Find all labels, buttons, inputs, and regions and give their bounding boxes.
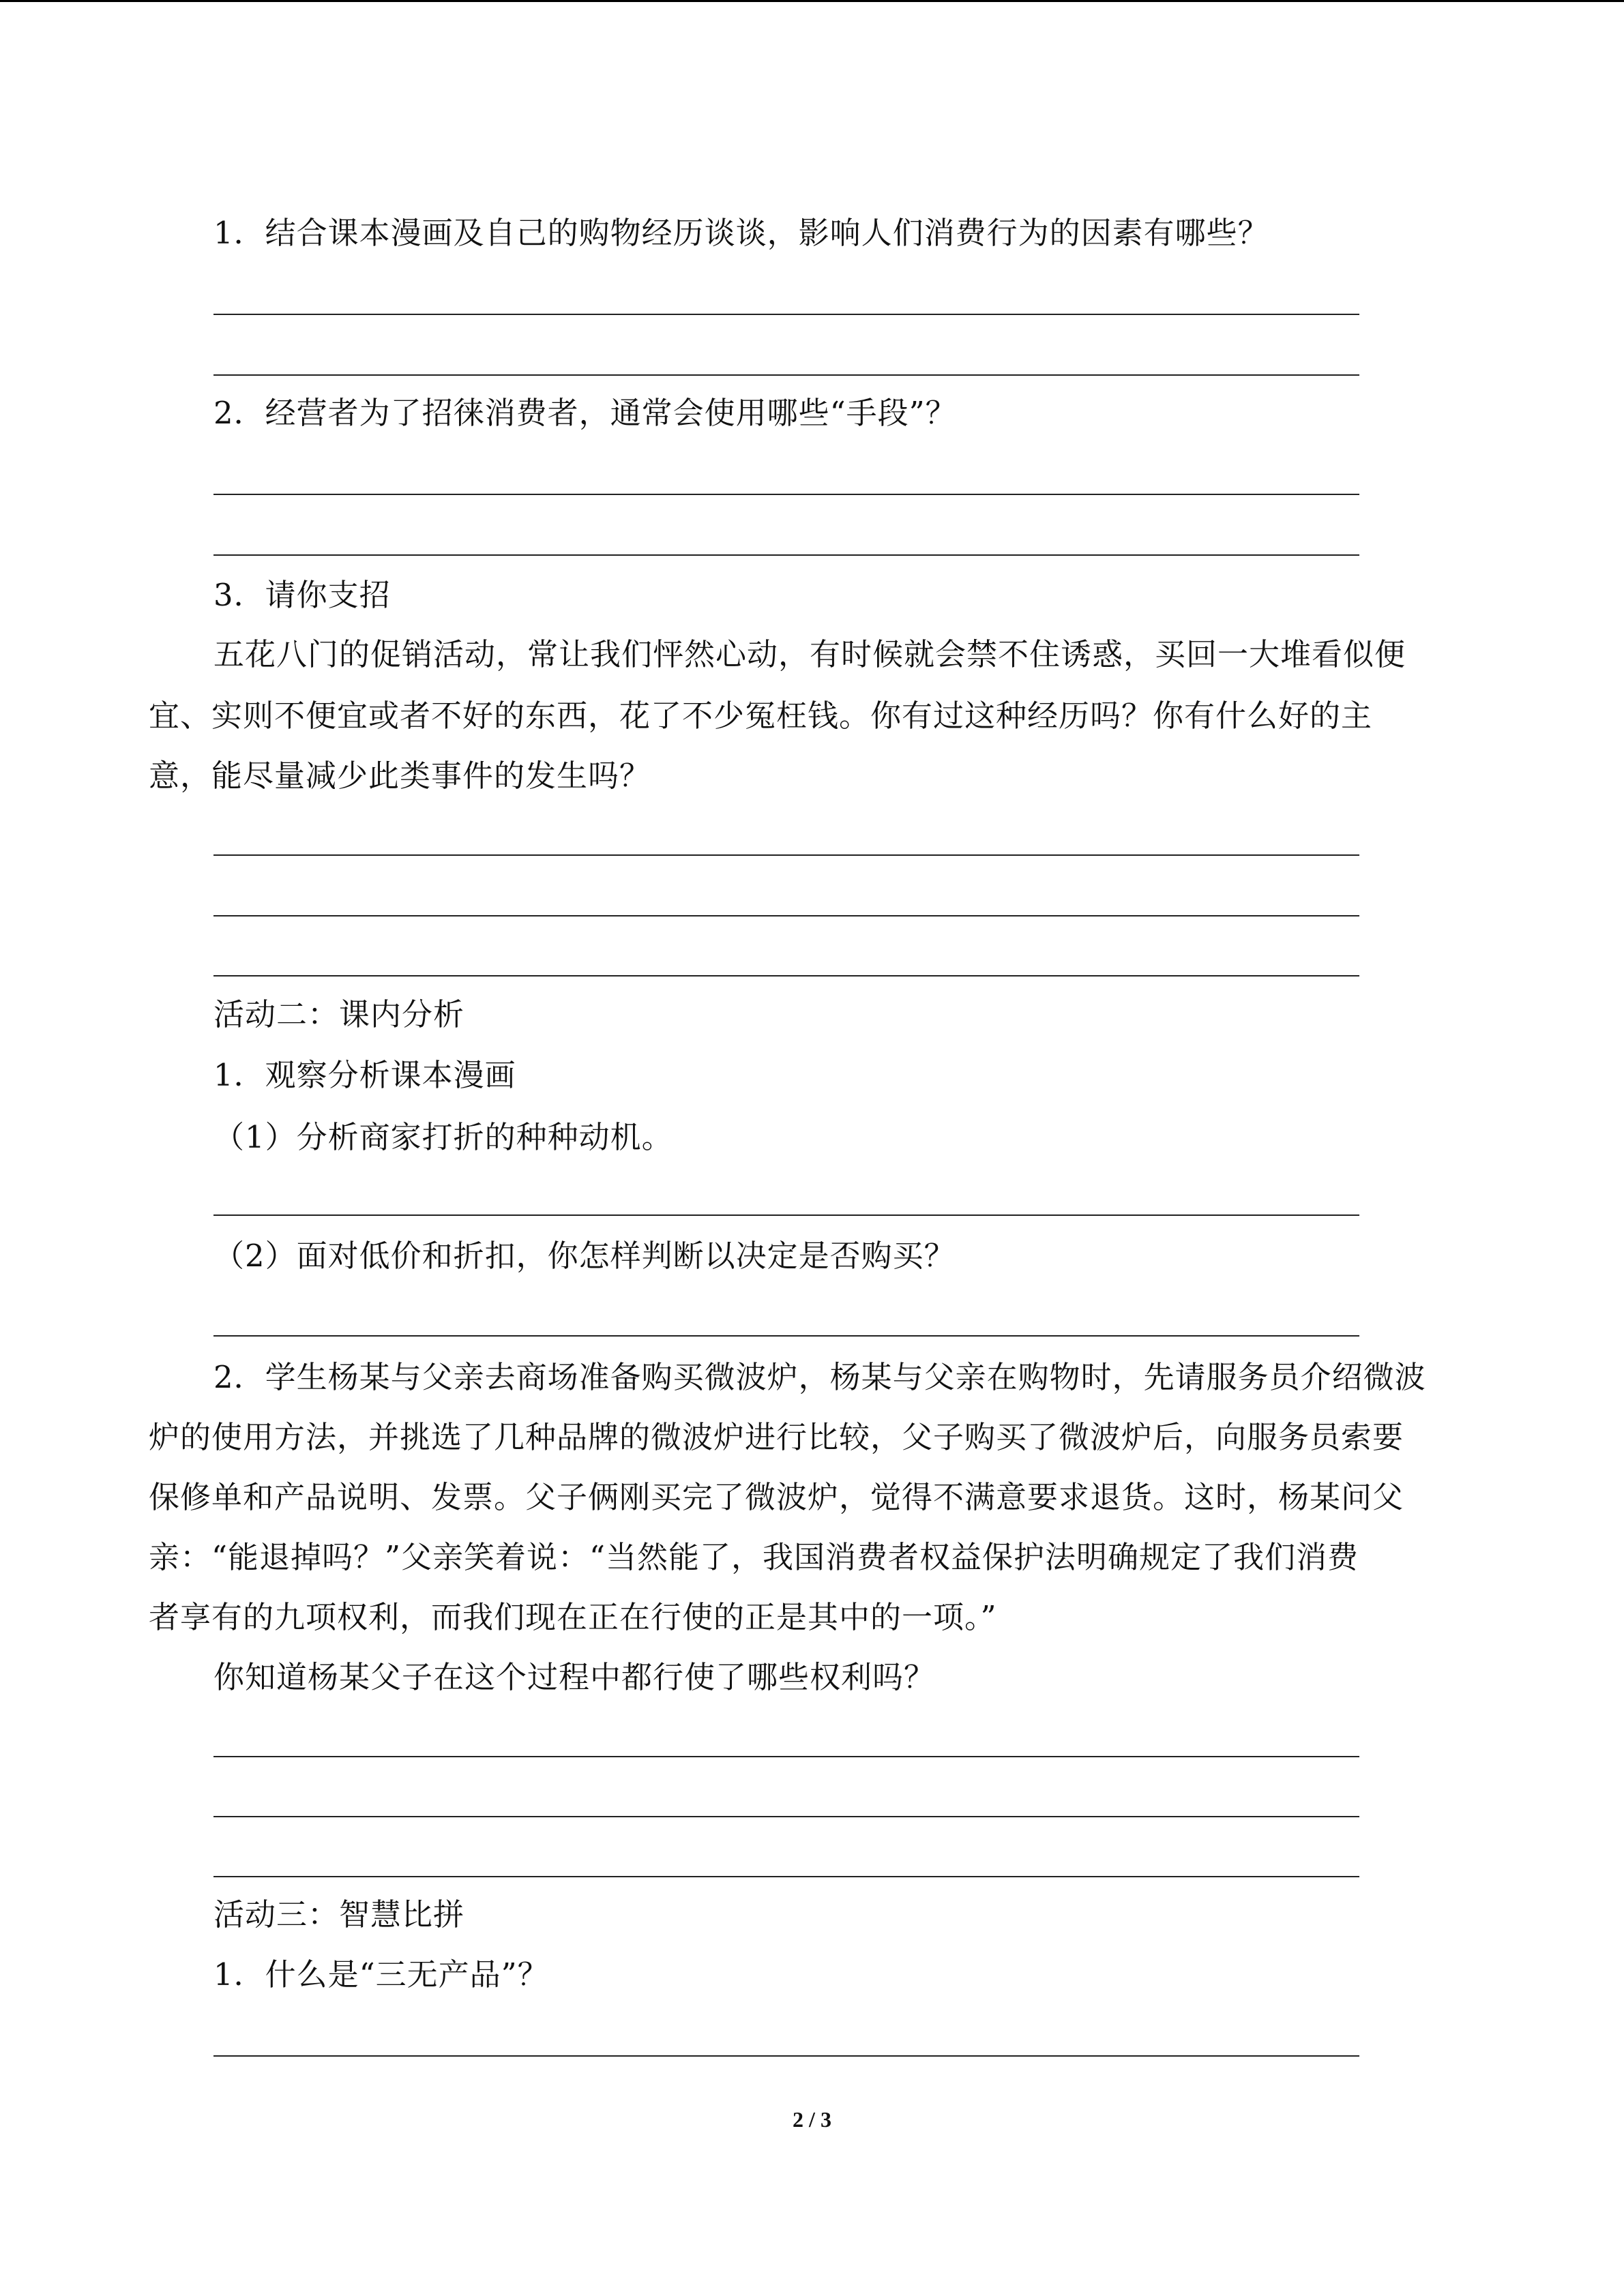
answer-line [213,1335,1359,1337]
activity-2-subquestion-1: （1）分析商家打折的种种动机。 [213,1119,673,1155]
activity-2-question-1: 1．观察分析课本漫画 [213,1057,516,1093]
page-top-border [0,0,1624,2]
question-3-text-line: 宜、实则不便宜或者不好的东西，花了不少冤枉钱。你有过这种经历吗？你有什么好的主 [149,698,1373,734]
answer-line [213,554,1359,556]
activity-2-question-2-line: 炉的使用方法，并挑选了几种品牌的微波炉进行比较，父子购买了微波炉后，向服务员索要 [149,1419,1404,1455]
page-number: 2 / 3 [793,2107,831,2132]
activity-3-question-1: 1．什么是“三无产品”？ [213,1956,549,1993]
question-2: 2．经营者为了招徕消费者，通常会使用哪些“手段”？ [213,395,957,431]
answer-line [213,2055,1359,2057]
activity-2-question-2-line: 2．学生杨某与父亲去商场准备购买微波炉，杨某与父亲在购物时，先请服务员介绍微波 [213,1359,1426,1395]
activity-2-heading: 活动二：课内分析 [213,996,465,1032]
activity-2-question-2-line: 亲：“能退掉吗？”父亲笑着说：“当然能了，我国消费者权益保护法明确规定了我们消费 [149,1539,1359,1575]
answer-line [213,374,1359,376]
activity-2-question-2-line: 者享有的九项权利，而我们现在正在行使的正是其中的一项。” [149,1599,997,1635]
answer-line [213,1214,1359,1216]
answer-line [213,494,1359,495]
question-3-title: 3．请你支招 [213,577,391,613]
activity-2-subquestion-2: （2）面对低价和折扣，你怎样判断以决定是否购买？ [213,1238,956,1274]
answer-line [213,1816,1359,1817]
activity-2-question-2-prompt: 你知道杨某父子在这个过程中都行使了哪些权利吗？ [213,1659,936,1695]
answer-line [213,1756,1359,1757]
answer-line [213,975,1359,976]
activity-2-question-2-line: 保修单和产品说明、发票。父子俩刚买完了微波炉，觉得不满意要求退货。这时，杨某问父 [149,1479,1404,1515]
answer-line [213,1876,1359,1877]
question-3-text-line: 五花八门的促销活动，常让我们怦然心动，有时候就会禁不住诱惑，买回一大堆看似便 [213,636,1406,672]
answer-line [213,314,1359,315]
answer-line [213,915,1359,916]
question-3-text-line: 意，能尽量减少此类事件的发生吗？ [149,758,651,794]
question-1: 1．结合课本漫画及自己的购物经历谈谈，影响人们消费行为的因素有哪些？ [213,215,1269,251]
answer-line [213,854,1359,856]
activity-3-heading: 活动三：智慧比拼 [213,1896,465,1933]
